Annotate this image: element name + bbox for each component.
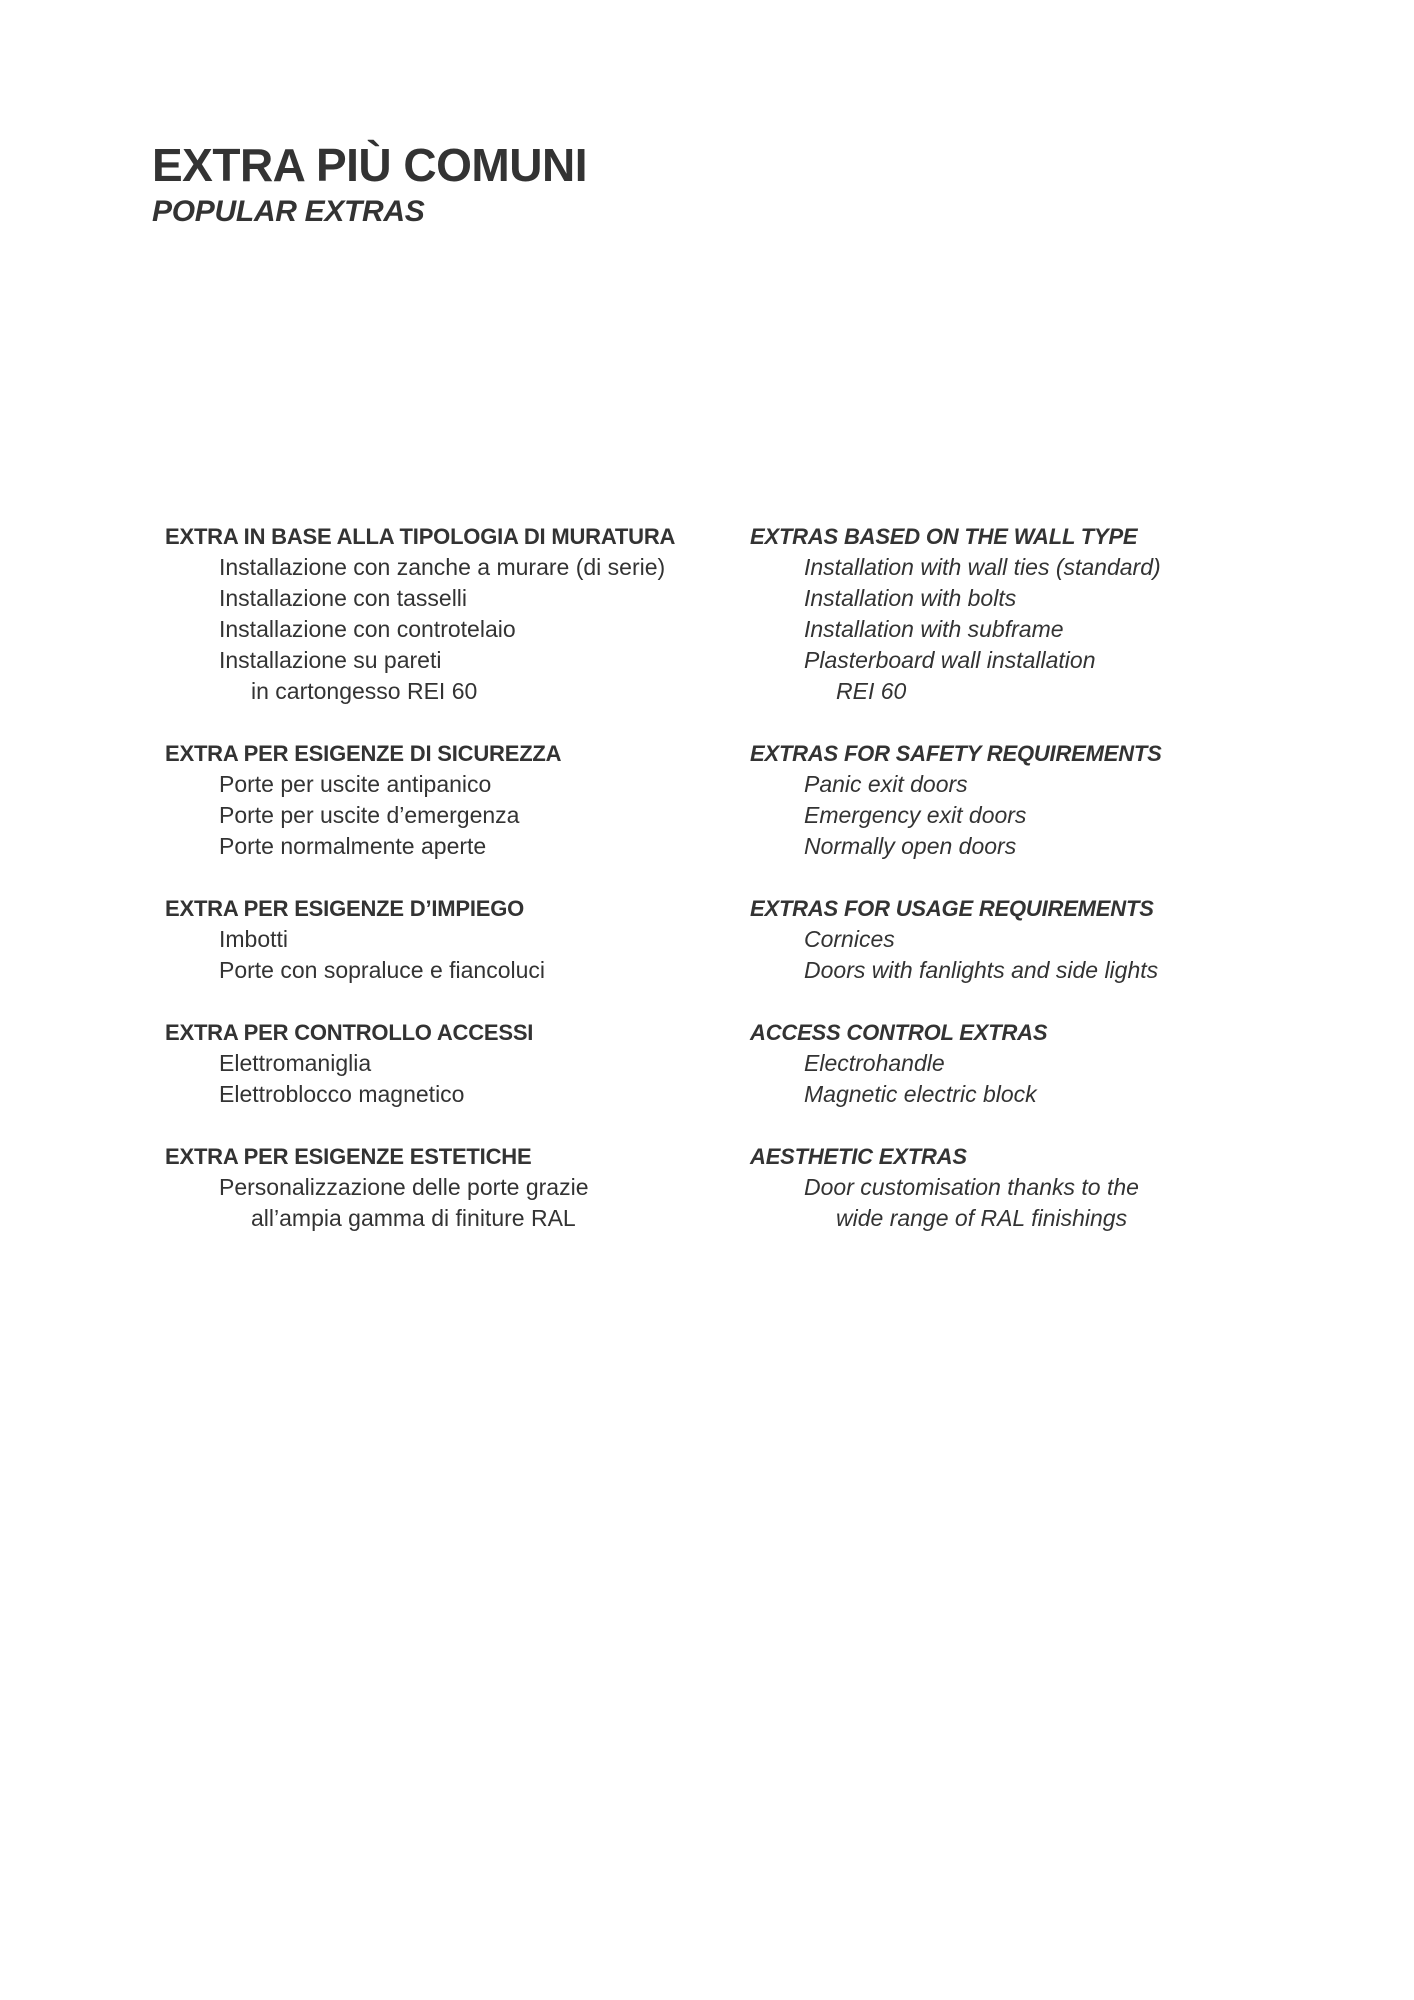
list-item: Installazione con controtelaio <box>219 616 516 642</box>
list-item: Installation with bolts <box>804 585 1017 611</box>
list-item-continuation: REI 60 <box>836 678 907 704</box>
section-usage-en <box>750 893 1310 986</box>
list-item: Cornices <box>804 926 895 952</box>
section-title: EXTRAS FOR USAGE REQUIREMENTS <box>750 896 1154 921</box>
section-title: EXTRA PER ESIGENZE ESTETICHE <box>165 1144 532 1169</box>
english-column <box>750 521 1310 1265</box>
list-item-continuation: all’ampia gamma di finiture RAL <box>251 1205 576 1231</box>
page-subtitle: POPULAR EXTRAS <box>152 195 425 228</box>
list-item: Elettroblocco magnetico <box>219 1081 465 1107</box>
list-item: Porte con sopraluce e fiancoluci <box>219 957 546 983</box>
list-item: Porte per uscite antipanico <box>219 771 492 797</box>
list-item: Installazione con tasselli <box>219 585 468 611</box>
section-wall-type-it <box>165 521 725 707</box>
list-item: Porte per uscite d’emergenza <box>219 802 520 828</box>
section-aesthetic-it <box>165 1141 725 1234</box>
list-item: Personalizzazione delle porte grazie <box>219 1174 589 1200</box>
section-wall-type-en <box>750 521 1310 707</box>
list-item-continuation: in cartongesso REI 60 <box>251 678 478 704</box>
section-usage-it <box>165 893 725 986</box>
section-title: ACCESS CONTROL EXTRAS <box>750 1020 1048 1045</box>
section-safety-it <box>165 738 725 862</box>
list-item: Electrohandle <box>804 1050 945 1076</box>
list-item-continuation: wide range of RAL finishings <box>836 1205 1128 1231</box>
list-item: Normally open doors <box>804 833 1017 859</box>
list-item: Doors with fanlights and side lights <box>804 957 1159 983</box>
section-title: EXTRA IN BASE ALLA TIPOLOGIA DI MURATURA <box>165 524 676 549</box>
section-safety-en <box>750 738 1310 862</box>
italian-column <box>165 521 725 1265</box>
list-item: Installation with subframe <box>804 616 1064 642</box>
section-title: EXTRA PER ESIGENZE D’IMPIEGO <box>165 896 525 921</box>
list-item: Installation with wall ties (standard) <box>804 554 1161 580</box>
section-title: EXTRAS BASED ON THE WALL TYPE <box>750 524 1138 549</box>
section-title: AESTHETIC EXTRAS <box>750 1144 967 1169</box>
list-item: Door customisation thanks to the <box>804 1174 1139 1200</box>
list-item: Porte normalmente aperte <box>219 833 487 859</box>
section-title: EXTRAS FOR SAFETY REQUIREMENTS <box>750 741 1162 766</box>
list-item: Emergency exit doors <box>804 802 1027 828</box>
list-item: Imbotti <box>219 926 289 952</box>
list-item: Plasterboard wall installation <box>804 647 1096 673</box>
page-title: EXTRA PIÙ COMUNI <box>152 139 587 191</box>
section-access-control-en <box>750 1017 1310 1110</box>
list-item: Magnetic electric block <box>804 1081 1037 1107</box>
list-item: Elettromaniglia <box>219 1050 372 1076</box>
page-header <box>152 138 587 232</box>
section-title: EXTRA PER ESIGENZE DI SICUREZZA <box>165 741 562 766</box>
section-title: EXTRA PER CONTROLLO ACCESSI <box>165 1020 534 1045</box>
section-access-control-it <box>165 1017 725 1110</box>
list-item: Installazione con zanche a murare (di serie) <box>219 554 666 580</box>
list-item: Panic exit doors <box>804 771 968 797</box>
list-item: Installazione su pareti <box>219 647 442 673</box>
section-aesthetic-en <box>750 1141 1310 1234</box>
